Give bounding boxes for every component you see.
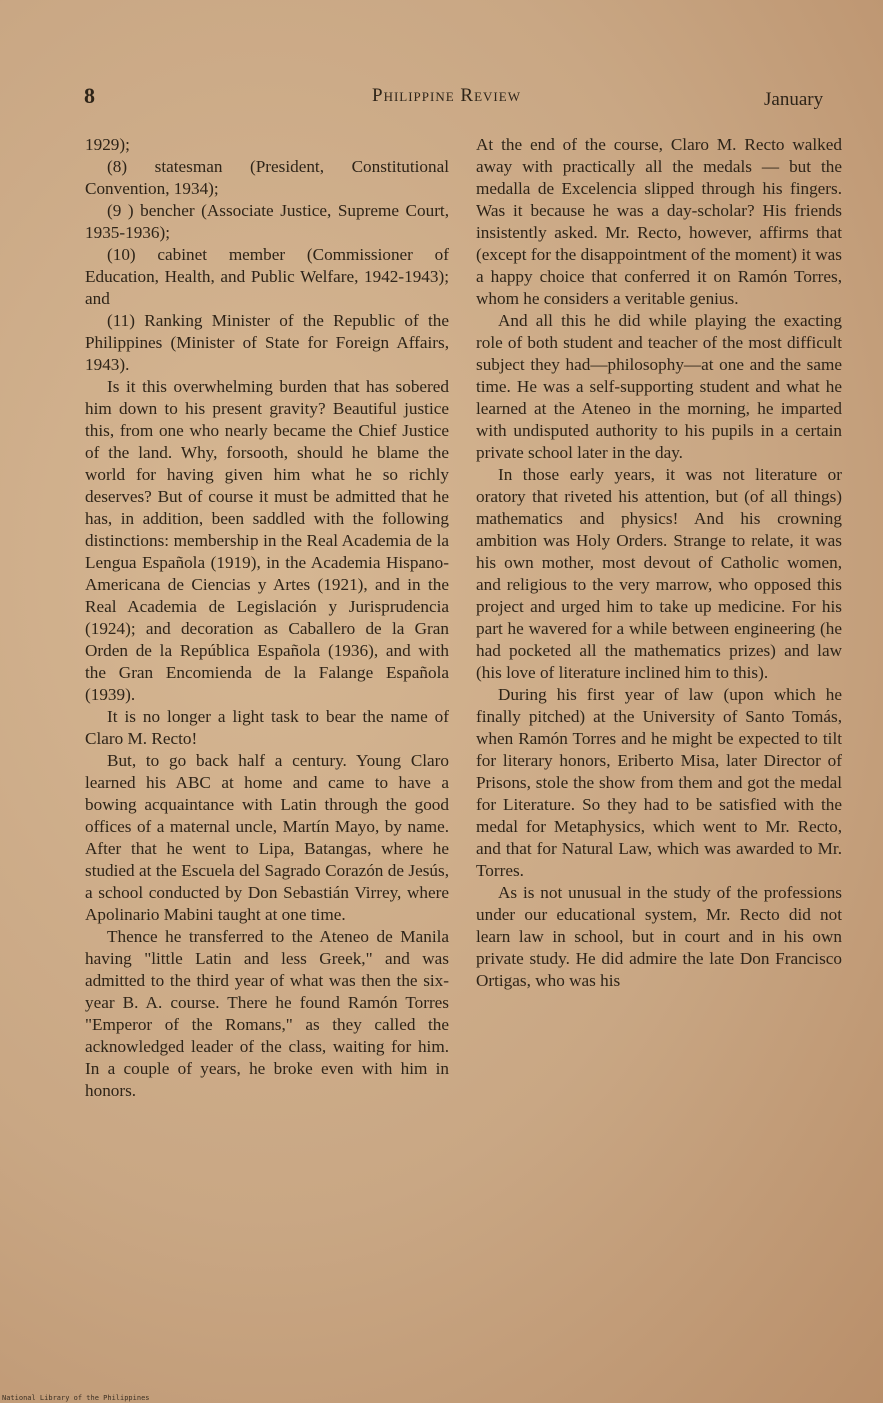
publication-title: Philippine Review — [372, 85, 521, 106]
paragraph: (10) cabinet member (Commissioner of Education, Health, and Public Welfare, 1942-1943); and — [85, 245, 449, 308]
paragraph: During his first year of law (upon which he finally pitched) at the University of Santo Tomás, when Ramón Torres and he might be expected to tilt for literary honors, Eriberto Misa, later Director of Prisons, stole the show from them and got the medal for Literature. So they had to be satisfied with the medal for Metaphysics, which went to Mr. Recto, and that for Natural Law, which was awarded to Mr. Torres. — [476, 685, 842, 880]
paragraph: But, to go back half a century. Young Claro learned his ABC at home and came to have a bowing acquaintance with Latin through the good offices of a maternal uncle, Martín Mayo, by name. After that he went to Lipa, Batangas, where he studied at the Escuela del Sagrado Corazón de Jesús, a school conducted by Don Sebastián Virrey, where Apolinario Mabini taught at one time. — [85, 751, 449, 924]
library-footer: National Library of the Philippines — [2, 1394, 150, 1402]
paragraph: (11) Ranking Minister of the Republic of the Philippines (Minister of State for Foreign Affairs, 1943). — [85, 311, 449, 374]
paragraph: And all this he did while playing the exacting role of both student and teacher of the most difficult subject they had—philosophy—at one and the same time. He was a self-supporting student and what he learned at the Ateneo in the morning, he imparted with undisputed authority to his pupils in a certain private school later in the day. — [476, 311, 842, 462]
page-number: 8 — [84, 83, 95, 108]
paragraph: (9 ) bencher (Associate Justice, Supreme Court, 1935-1936); — [85, 201, 449, 242]
paragraph: At the end of the course, Claro M. Recto walked away with practically all the medals — but the medalla de Excelencia slipped through his fingers. Was it because he was a day-scholar? His friends insistently asked. Mr. Recto, however, affirms that (except for the disappointment of the moment) it was a happy choice that conferred it on Ramón Torres, whom he considers a veritable genius. — [476, 135, 842, 308]
paragraph: It is no longer a light task to bear the name of Claro M. Recto! — [85, 707, 449, 748]
issue-month: January — [764, 89, 824, 110]
paragraph: 1929); — [85, 135, 130, 154]
paragraph: (8) statesman (President, Constitutional Convention, 1934); — [85, 157, 449, 198]
left-column — [85, 134, 449, 1102]
paragraph: Thence he transferred to the Ateneo de Manila having "little Latin and less Greek," and was admitted to the third year of what was then the six-year B. A. course. There he found Ramón Torres "Emperor of the Romans," as they called the acknowledged leader of the class, waiting for him. In a couple of years, he broke even with him in honors. — [85, 927, 449, 1100]
page-header — [0, 83, 883, 113]
right-column — [476, 134, 842, 992]
paragraph: In those early years, it was not literature or oratory that riveted his attention, but (of all things) mathematics and physics! And his crowning ambition was Holy Orders. Strange to relate, it was his own mother, most devout of Catholic women, and religious to the very marrow, who opposed this project and urged him to take up medicine. For his part he wavered for a while between engineering (he had pocketed all the mathematics prizes) and law (his love of literature inclined him to this). — [476, 465, 842, 682]
paragraph: As is not unusual in the study of the professions under our educational system, Mr. Recto did not learn law in school, but in court and in his own private study. He did admire the late Don Francisco Ortigas, who was his — [476, 883, 842, 990]
paragraph: Is it this overwhelming burden that has sobered him down to his present gravity? Beautiful justice this, from one who nearly became the Chief Justice of the land. Why, forsooth, should he blame the world for having given him what he so richly deserves? But of course it must be admitted that he has, in addition, been saddled with the following distinctions: membership in the Real Academia de la Lengua Española (1919), in the Academia Hispano-Americana de Ciencias y Artes (1921), and in the Real Academia de Legislación y Jurisprudencia (1924); and decoration as Caballero de la Gran Orden de la República Española (1936), and with the Gran Encomienda de la Falange Española (1939). — [85, 377, 449, 704]
